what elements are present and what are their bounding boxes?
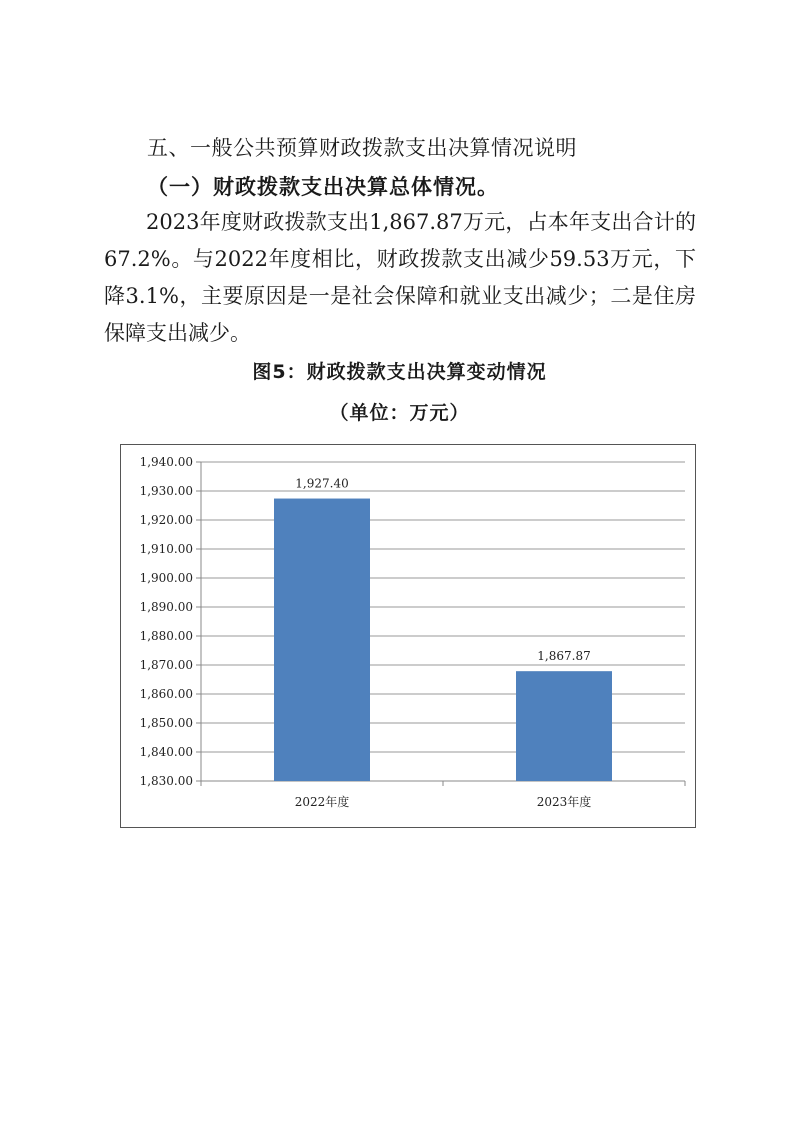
y-tick-label: 1,940.00 xyxy=(139,455,193,469)
y-tick-label: 1,870.00 xyxy=(139,658,193,672)
chart-frame xyxy=(120,444,696,828)
figure-unit: （单位：万元） xyxy=(329,402,470,424)
y-tick-label: 1,850.00 xyxy=(139,716,193,730)
bar xyxy=(274,499,370,781)
data-label: 1,867.87 xyxy=(537,649,591,664)
category-label: 2023年度 xyxy=(536,795,592,809)
section-subheading: （一）财政拨款支出决算总体情况。 xyxy=(147,175,499,199)
y-tick-label: 1,900.00 xyxy=(139,571,193,585)
bar xyxy=(516,671,612,781)
y-tick-label: 1,890.00 xyxy=(139,600,193,614)
y-tick-label: 1,840.00 xyxy=(139,745,193,759)
y-tick-label: 1,860.00 xyxy=(139,687,193,701)
data-label: 1,927.40 xyxy=(295,476,349,491)
bar-chart xyxy=(121,445,695,827)
y-tick-label: 1,920.00 xyxy=(139,513,193,527)
summary-paragraph: 2023年度财政拨款支出1,867.87万元，占本年支出合计的67.2%。与2022年度相比，财政拨款支出减少59.53万元，下降3.1%，主要原因是一是社会保障和就业支出减少；二是住房保障支出减少。 xyxy=(104,210,696,345)
category-label: 2022年度 xyxy=(294,795,350,809)
figure-title: 图5：财政拨款支出决算变动情况 xyxy=(252,361,547,383)
y-tick-label: 1,880.00 xyxy=(139,629,193,643)
y-tick-label: 1,830.00 xyxy=(139,774,193,788)
section-heading: 五、一般公共预算财政拨款支出决算情况说明 xyxy=(147,136,577,160)
y-tick-label: 1,930.00 xyxy=(139,484,193,498)
y-tick-label: 1,910.00 xyxy=(139,542,193,556)
